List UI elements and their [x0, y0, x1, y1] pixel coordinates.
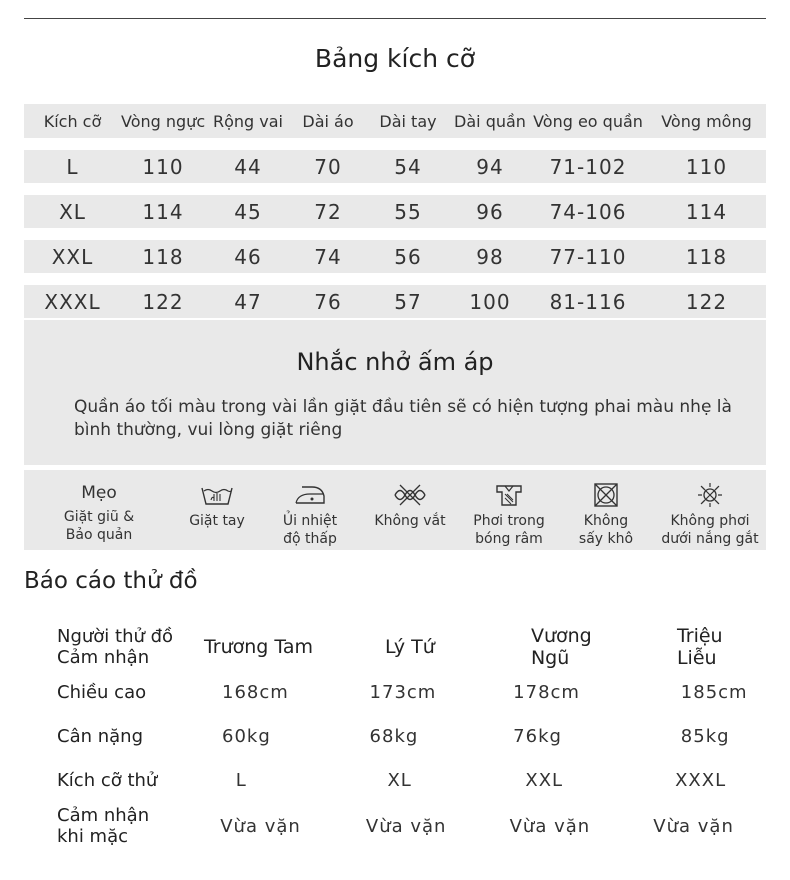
- care-no-tumble-dry: [558, 470, 654, 550]
- care-label: độ thấp: [283, 531, 337, 547]
- care-label: dưới nắng gắt: [661, 531, 759, 547]
- table-cell: 100: [469, 289, 511, 314]
- care-iron-low: [260, 470, 360, 550]
- table-cell: L: [235, 769, 247, 791]
- header-cell: Dài quần: [454, 111, 526, 131]
- table-cell: XXL: [525, 769, 564, 791]
- weight-row: [57, 714, 757, 758]
- table-cell: 114: [685, 199, 728, 224]
- table-cell: 110: [685, 154, 728, 179]
- table-cell: Vừa vặn: [365, 815, 447, 837]
- table-cell: XXXL: [675, 769, 727, 791]
- table-cell: 47: [234, 289, 262, 314]
- table-cell: Vừa vặn: [653, 815, 734, 837]
- row-label: [57, 626, 182, 668]
- header-cell: Rộng vai: [212, 111, 283, 131]
- care-label: Giặt tay: [189, 513, 245, 529]
- size-tried-row: [57, 758, 757, 802]
- care-reminder-box: [24, 320, 766, 465]
- table-cell: Vừa vặn: [509, 815, 591, 837]
- tester-name: Lý Tứ: [385, 636, 435, 658]
- no-wring-icon: [392, 482, 428, 508]
- table-cell: 185cm: [680, 681, 748, 703]
- care-tip-subtitle: Bảo quản: [65, 527, 133, 543]
- top-divider: [24, 18, 766, 19]
- care-no-wring: [360, 470, 460, 550]
- row-label: [57, 805, 182, 847]
- care-tip-subtitle: Giặt giũ &: [63, 509, 135, 525]
- fit-report-table: [57, 624, 757, 850]
- no-sun-dry-icon: [692, 482, 728, 508]
- row-label: Cân nặng: [57, 725, 144, 747]
- row-label: Kích cỡ thử: [57, 769, 158, 791]
- row-label-line: khi mặc: [57, 826, 129, 847]
- table-cell: 74-106: [549, 199, 627, 224]
- table-cell: 110: [142, 154, 184, 179]
- table-cell: 68kg: [369, 725, 419, 747]
- height-row: [57, 670, 757, 714]
- header-cell: Vòng mông: [661, 111, 752, 131]
- care-no-sun-dry: [654, 470, 766, 550]
- row-label-line: Cảm nhận: [57, 647, 150, 668]
- header-cell: Vòng eo quần: [533, 111, 643, 131]
- header-cell: Dài áo: [302, 111, 354, 131]
- care-instructions: [24, 470, 766, 550]
- table-cell: 57: [394, 289, 422, 314]
- size-table: [24, 104, 766, 330]
- care-label: Phơi trong: [473, 513, 545, 529]
- size-chart-title: Bảng kích cỡ: [314, 44, 476, 73]
- table-cell: 85kg: [680, 725, 730, 747]
- tester-name: Trương Tam: [203, 636, 313, 658]
- table-cell: 45: [234, 199, 262, 224]
- table-cell: 178cm: [513, 681, 580, 703]
- table-cell: 72: [314, 199, 342, 224]
- size-row-xl: [24, 195, 766, 228]
- table-cell: XL: [59, 199, 86, 224]
- iron-low-icon: [292, 482, 328, 508]
- table-cell: 96: [476, 199, 504, 224]
- size-table-header: [24, 104, 766, 138]
- care-label: sấy khô: [578, 531, 634, 547]
- table-cell: 44: [234, 154, 262, 179]
- header-cell: Dài tay: [379, 111, 437, 131]
- no-tumble-dry-icon: [588, 482, 624, 508]
- size-row-xxl: [24, 240, 766, 273]
- table-cell: 76: [314, 289, 342, 314]
- row-label: Chiều cao: [57, 681, 147, 703]
- reminder-text: Quần áo tối màu trong vài lần giặt đầu tiên sẽ có hiện tượng phai màu nhẹ là bình thường, vui lòng giặt riêng: [74, 397, 732, 440]
- table-cell: 77-110: [549, 244, 627, 269]
- table-cell: 74: [314, 244, 342, 269]
- row-label-line: Cảm nhận: [57, 805, 150, 826]
- tester-name: Vương Ngũ: [530, 625, 592, 669]
- dry-in-shade-icon: [491, 482, 527, 508]
- table-cell: 122: [685, 289, 728, 314]
- header-cell: Kích cỡ: [43, 111, 102, 131]
- reminder-title: Nhắc nhở ấm áp: [296, 348, 494, 376]
- fit-report-title: Báo cáo thử đồ: [24, 568, 198, 594]
- tester-names-row: [57, 624, 757, 670]
- table-cell: 76kg: [513, 725, 562, 747]
- table-cell: 55: [394, 199, 422, 224]
- size-row-l: [24, 150, 766, 183]
- care-tip: [24, 470, 174, 550]
- table-cell: 168cm: [222, 681, 289, 703]
- fit-feeling-row: [57, 802, 757, 850]
- care-label: Không phơi: [670, 513, 750, 529]
- table-cell: 46: [234, 244, 262, 269]
- care-label: Không vắt: [374, 513, 446, 529]
- table-cell: Vừa vặn: [220, 815, 301, 837]
- table-cell: XXL: [51, 244, 94, 269]
- size-row-xxxl: [24, 285, 766, 318]
- table-cell: 81-116: [549, 289, 627, 314]
- table-cell: 122: [142, 289, 184, 314]
- hand-wash-icon: [199, 482, 235, 508]
- table-cell: 70: [314, 154, 342, 179]
- care-dry-in-shade: [460, 470, 558, 550]
- table-cell: 71-102: [549, 154, 627, 179]
- table-cell: 94: [476, 154, 504, 179]
- table-cell: 98: [476, 244, 504, 269]
- table-cell: 114: [142, 199, 184, 224]
- care-label: Ủi nhiệt: [282, 513, 338, 529]
- table-cell: L: [66, 154, 79, 179]
- table-cell: 56: [394, 244, 422, 269]
- row-label-line: Người thử đồ: [57, 626, 174, 647]
- table-cell: XXXL: [44, 289, 101, 314]
- table-cell: 118: [142, 244, 184, 269]
- table-cell: 118: [685, 244, 728, 269]
- table-cell: 60kg: [222, 725, 271, 747]
- table-cell: 173cm: [369, 681, 437, 703]
- table-cell: 54: [394, 154, 422, 179]
- table-cell: XL: [387, 769, 412, 791]
- tester-name: Triệu Liễu: [676, 625, 723, 669]
- care-tip-title: Mẹo: [81, 483, 117, 503]
- header-cell: Vòng ngực: [121, 111, 206, 131]
- care-hand-wash: [174, 470, 260, 550]
- care-label: bóng râm: [475, 531, 543, 547]
- care-label: Không: [583, 513, 629, 529]
